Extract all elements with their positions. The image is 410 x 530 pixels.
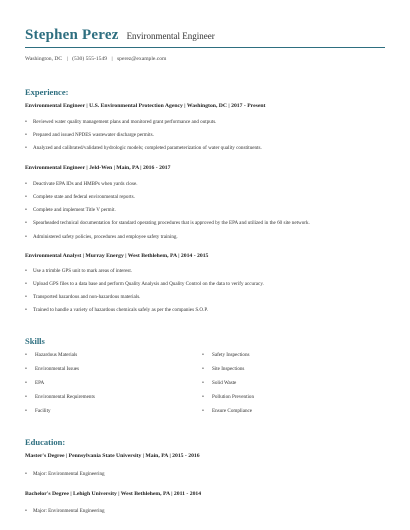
job-bullet: • Complete state and federal environmental reports. (33, 194, 135, 200)
job-bullet: • Analyzed and calibrated/validated hydrologic models; completed parameterization of water quality constituents. (33, 145, 262, 151)
job-bullet: • Trained to handle a variety of hazardous chemicals safely as per the companies S.O.P. (33, 307, 208, 313)
job-title: Environmental Analyst | Murray Energy | West Bethlehem, PA | 2014 - 2015 (25, 253, 209, 259)
job-bullet: • Upload GPS files to a data base and perform Quality Analysis and Quality Control on the data to verify accuracy. (33, 281, 264, 287)
candidate-name: Stephen Perez (25, 27, 119, 43)
skill-item: • Ensure Compliance (212, 408, 252, 414)
experience-heading: Experience: (25, 87, 69, 97)
contact-location: Washington, DC (25, 56, 63, 62)
contact-line (25, 56, 166, 62)
skill-item: • Environmental Requirements (35, 394, 95, 400)
skill-item: • Safety Inspections (212, 352, 250, 358)
skill-item: • EPA (35, 380, 44, 386)
skill-item: • Pollution Prevention (212, 394, 254, 400)
job-bullet: • Transported hazardous and non-hazardous materials. (33, 294, 140, 300)
skill-item: • Environmental Issues (35, 366, 79, 372)
job-bullet: • Complete and implement Title V permit. (33, 207, 116, 213)
skill-item: • Solid Waste (212, 380, 236, 386)
education-heading: Education: (25, 437, 66, 447)
job-bullet: • Use a trimble GPS unit to mark areas of interest. (33, 268, 132, 274)
education-bullet: • Major: Environmental Engineering (33, 471, 105, 477)
education-bullet: • Major: Environmental Engineering (33, 508, 105, 514)
contact-email: sperez@example.com (117, 56, 167, 62)
education-title: Master's Degree | Pennsylvania State University | Main, PA | 2015 - 2016 (25, 453, 200, 459)
job-bullet: • Deactivate EPA IDs and HMBPs when yards close. (33, 181, 138, 187)
job-bullet: • Prepared and issued NPDES wastewater discharge permits. (33, 132, 154, 138)
skill-item: • Hazardous Materials (35, 352, 77, 358)
job-bullet: • Spearheaded technical documentation for standard operating procedures that is approved by the EPA and utilized in the 60 site network. (33, 220, 310, 226)
candidate-title: Environmental Engineer (126, 31, 215, 41)
education-title: Bachelor's Degree | Lehigh University | West Bethlehem, PA | 2011 - 2014 (25, 491, 202, 497)
skills-heading: Skills (25, 336, 45, 346)
header-divider (25, 47, 385, 48)
contact-separator: | (111, 56, 113, 62)
skill-item: • Facility (35, 408, 51, 414)
job-bullet: • Reviewed water quality management plans and monitored grant performance and outputs. (33, 119, 216, 125)
contact-phone: (530) 555-1549 (72, 56, 108, 62)
job-title: Environmental Engineer | Jeld-Wen | Main, PA | 2016 - 2017 (25, 165, 171, 171)
contact-separator: | (66, 56, 68, 62)
job-title: Environmental Engineer | U.S. Environmental Protection Agency | Washington, DC | 2017 - Present (25, 103, 266, 109)
job-bullet: • Administered safety policies, procedures and employee safety training. (33, 234, 178, 240)
skill-item: • Site Inspections (212, 366, 244, 372)
resume-header (25, 26, 385, 44)
